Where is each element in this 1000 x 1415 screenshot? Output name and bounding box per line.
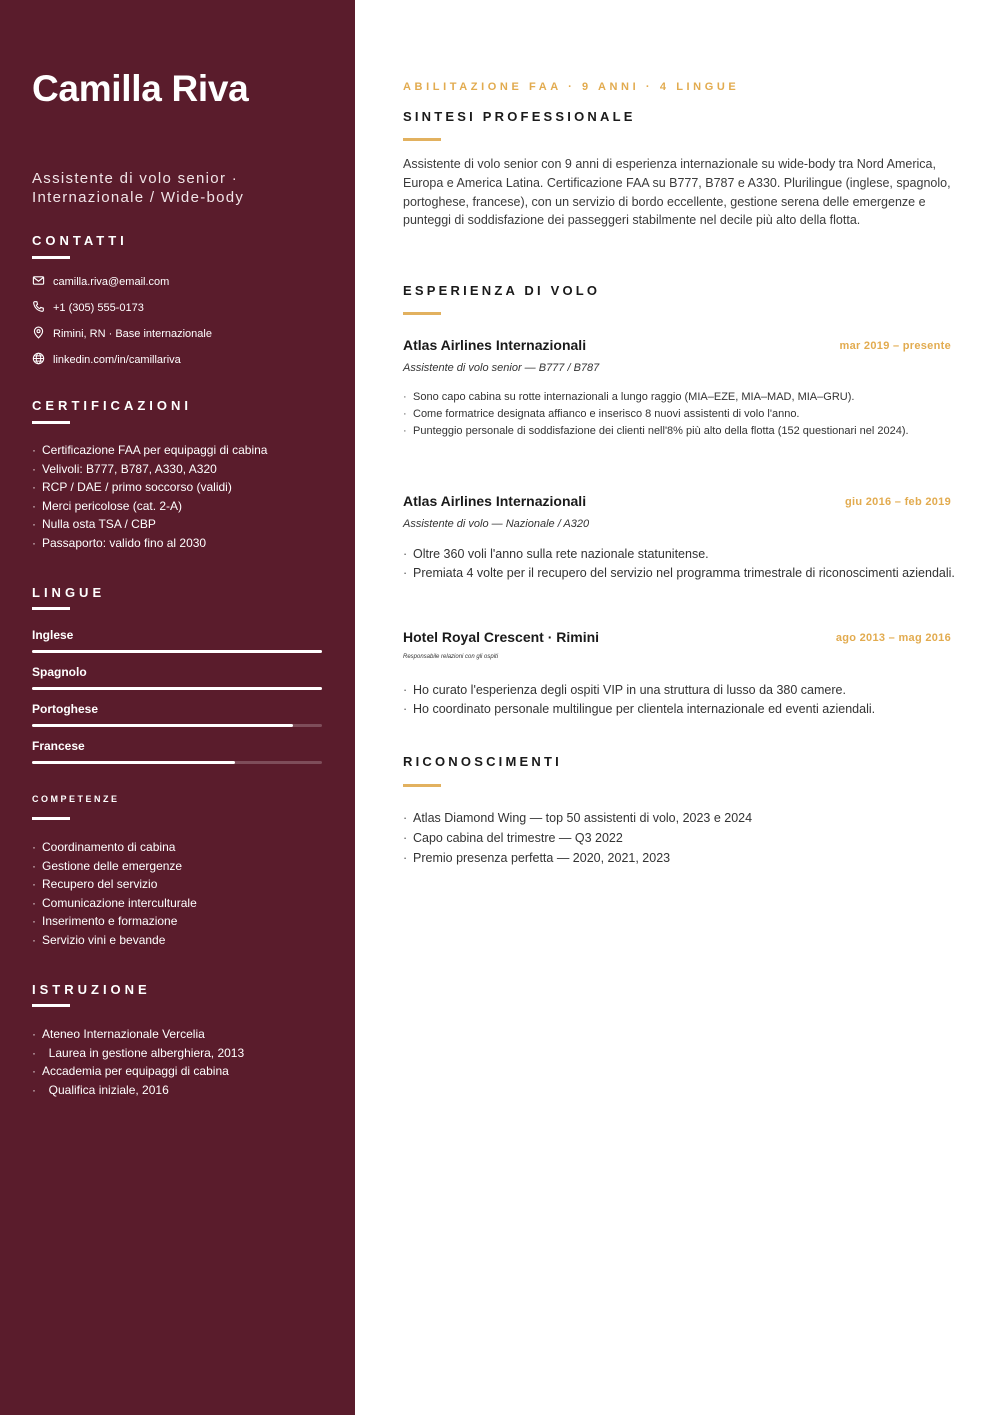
language-level-bar bbox=[32, 724, 322, 727]
education-heading: ISTRUZIONE bbox=[32, 982, 151, 997]
job-company: Hotel Royal Crescent · Rimini bbox=[403, 629, 600, 645]
sidebar bbox=[0, 0, 355, 1415]
certification-item: · Certificazione FAA per equipaggi di cabina bbox=[32, 443, 268, 457]
candidate-subtitle: Assistente di volo senior · Internazionale / Wide-body bbox=[32, 170, 245, 206]
language-name: Inglese bbox=[32, 628, 74, 642]
award-item: · Capo cabina del trimestre — Q3 2022 bbox=[403, 831, 623, 845]
contact-linkedin[interactable] bbox=[32, 352, 181, 368]
award-item: · Premio presenza perfetta — 2020, 2021, 2023 bbox=[403, 851, 671, 865]
language-level-fill bbox=[32, 650, 322, 653]
job-bullet: · Ho curato l'esperienza degli ospiti VIP in una struttura di lusso da 380 camere. bbox=[403, 683, 846, 697]
certifications-heading: CERTIFICAZIONI bbox=[32, 398, 192, 413]
job-bullet: · Sono capo cabina su rotte internazionali a lungo raggio (MIA–EZE, MIA–MAD, MIA–GRU). bbox=[403, 391, 855, 403]
certification-item: · Passaporto: valido fino al 2030 bbox=[32, 536, 207, 550]
job-dates: ago 2013 – mag 2016 bbox=[835, 632, 951, 644]
globe-icon bbox=[32, 352, 53, 368]
location-pin-icon bbox=[32, 326, 53, 342]
certification-item: · RCP / DAE / primo soccorso (validi) bbox=[32, 480, 232, 494]
language-name: Francese bbox=[32, 739, 85, 753]
job-role: Responsabile relazioni con gli ospiti bbox=[403, 654, 499, 660]
certification-item: · Velivoli: B777, B787, A330, A320 bbox=[32, 462, 217, 476]
language-level-fill bbox=[32, 687, 322, 690]
education-item: · Accademia per equipaggi di cabina bbox=[32, 1064, 229, 1078]
contact-location bbox=[32, 326, 212, 342]
summary-heading-rule bbox=[403, 138, 441, 141]
certifications-heading-rule bbox=[32, 421, 70, 424]
job-bullet: · Come formatrice designata affianco e inserisco 8 nuovi assistenti di volo l'anno. bbox=[403, 408, 800, 420]
skill-item: · Inserimento e formazione bbox=[32, 914, 178, 928]
awards-heading-rule bbox=[403, 784, 441, 787]
contact-linkedin-text: linkedin.com/in/camillariva bbox=[53, 354, 181, 366]
job-role: Assistente di volo senior — B777 / B787 bbox=[403, 362, 600, 374]
job-dates: mar 2019 – presente bbox=[839, 340, 951, 352]
skill-item: · Coordinamento di cabina bbox=[32, 840, 176, 854]
award-item: · Atlas Diamond Wing — top 50 assistenti di volo, 2023 e 2024 bbox=[403, 811, 753, 825]
certification-item: · Merci pericolose (cat. 2-A) bbox=[32, 499, 183, 513]
main-content bbox=[355, 0, 1000, 1415]
skill-item: · Comunicazione interculturale bbox=[32, 896, 197, 910]
job-company: Atlas Airlines Internazionali bbox=[403, 493, 587, 509]
contact-location-text: Rimini, RN · Base internazionale bbox=[53, 328, 212, 340]
contact-phone[interactable] bbox=[32, 300, 144, 316]
job-bullet: · Ho coordinato personale multilingue per clientela internazionale ed eventi aziendali. bbox=[403, 702, 876, 716]
languages-heading-rule bbox=[32, 607, 70, 610]
language-level-bar bbox=[32, 687, 322, 690]
job-role: Assistente di volo — Nazionale / A320 bbox=[403, 518, 590, 530]
candidate-name: Camilla Riva bbox=[32, 68, 249, 109]
contacts-heading: CONTATTI bbox=[32, 233, 128, 248]
summary-heading: SINTESI PROFESSIONALE bbox=[403, 109, 636, 124]
headline-tagline: ABILITAZIONE FAA · 9 ANNI · 4 LINGUE bbox=[403, 81, 740, 93]
job-bullet: · Punteggio personale di soddisfazione dei clienti nell'8% più alto della flotta (152 questionari nel 2024). bbox=[403, 425, 909, 437]
languages-heading: LINGUE bbox=[32, 585, 106, 600]
job-bullet: · Premiata 4 volte per il recupero del servizio nel programma trimestrale di riconoscimenti aziendali. bbox=[403, 566, 955, 580]
language-name: Spagnolo bbox=[32, 665, 87, 679]
job-company: Atlas Airlines Internazionali bbox=[403, 337, 587, 353]
phone-icon bbox=[32, 300, 53, 316]
language-level-bar bbox=[32, 761, 322, 764]
contact-email[interactable] bbox=[32, 274, 169, 290]
language-level-fill bbox=[32, 761, 235, 764]
skill-item: · Recupero del servizio bbox=[32, 877, 158, 891]
job-bullet: · Oltre 360 voli l'anno sulla rete nazionale statunitense. bbox=[403, 547, 709, 561]
experience-heading: ESPERIENZA DI VOLO bbox=[403, 283, 601, 298]
contact-phone-text: +1 (305) 555-0173 bbox=[53, 302, 144, 314]
certification-item: · Nulla osta TSA / CBP bbox=[32, 517, 156, 531]
education-heading-rule bbox=[32, 1004, 70, 1007]
contacts-heading-rule bbox=[32, 256, 70, 259]
language-level-fill bbox=[32, 724, 293, 727]
skills-heading: COMPETENZE bbox=[32, 794, 120, 804]
education-item: · Ateneo Internazionale Vercelia bbox=[32, 1027, 205, 1041]
skill-item: · Gestione delle emergenze bbox=[32, 859, 183, 873]
skill-item: · Servizio vini e bevande bbox=[32, 933, 166, 947]
language-level-bar bbox=[32, 650, 322, 653]
awards-heading: RICONOSCIMENTI bbox=[403, 754, 562, 769]
email-icon bbox=[32, 274, 53, 290]
language-name: Portoghese bbox=[32, 702, 99, 716]
skills-heading-rule bbox=[32, 817, 70, 820]
education-item: · Qualifica iniziale, 2016 bbox=[32, 1083, 169, 1097]
education-item: · Laurea in gestione alberghiera, 2013 bbox=[32, 1046, 245, 1060]
contact-email-text: camilla.riva@email.com bbox=[53, 276, 170, 288]
summary-text: Assistente di volo senior con 9 anni di esperienza internazionale su wide-body tra Nord America, Europa e America Latina. Certificazione FAA su B777, B787 e A330. Plurilingue (inglese, spagnolo, portoghese, francese), con un servizio di bordo eccellente, gestione serena delle emergenze e punteggi di soddisfazione dei passeggeri stabilmente nel decile più alto della flotta. bbox=[403, 157, 951, 228]
experience-heading-rule bbox=[403, 312, 441, 315]
job-dates: giu 2016 – feb 2019 bbox=[845, 496, 951, 508]
